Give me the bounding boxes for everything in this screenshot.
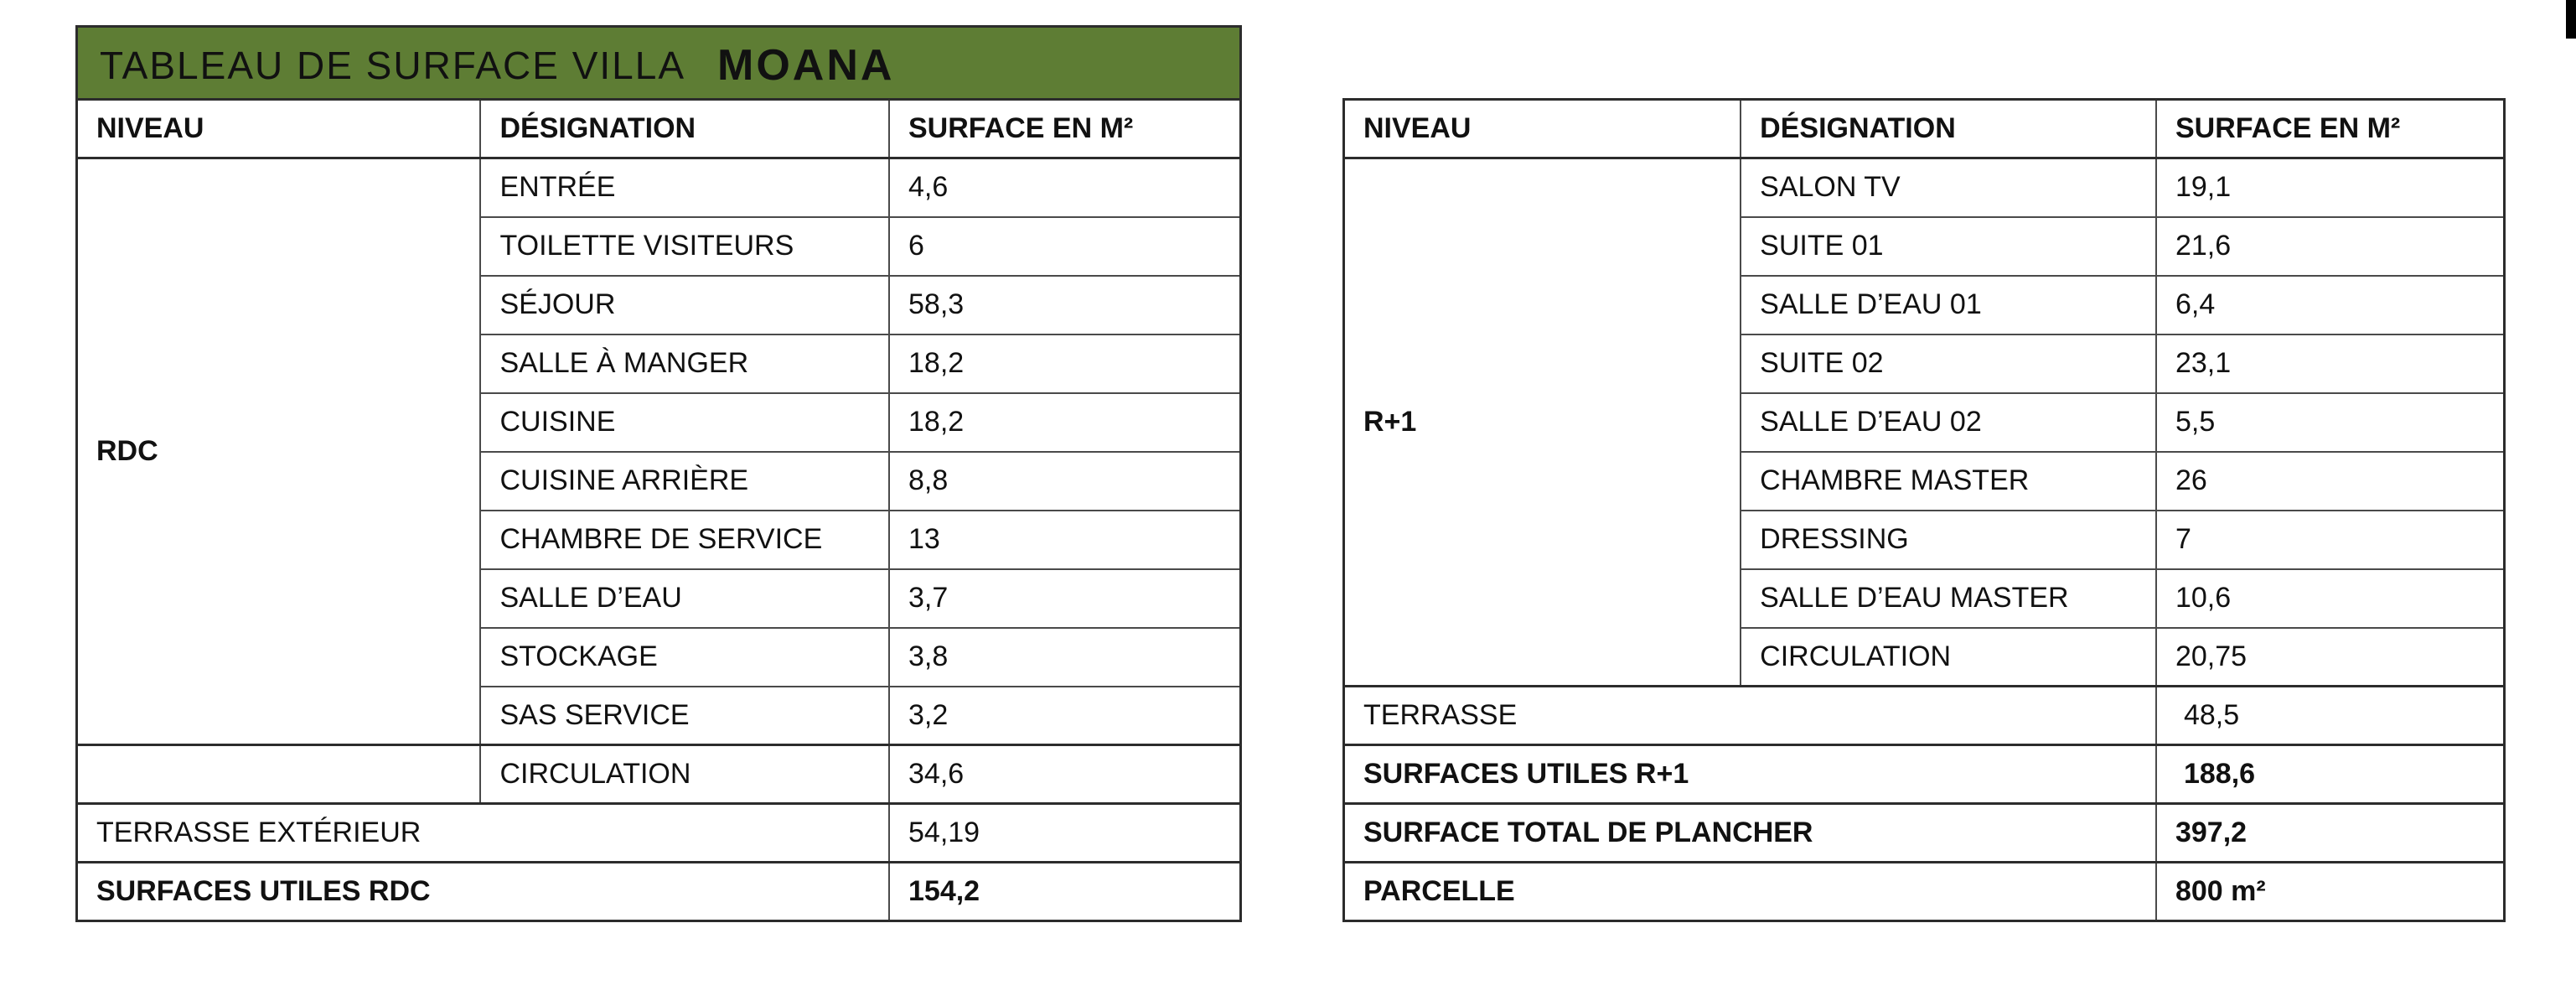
surface-cell: 48,5 xyxy=(2156,687,2505,745)
designation-cell: CIRCULATION xyxy=(480,745,889,804)
column-header-designation: DÉSIGNATION xyxy=(1741,100,2156,158)
designation-cell: SALLE D’EAU 02 xyxy=(1741,393,2156,452)
surface-cell: 6 xyxy=(889,217,1241,276)
surface-cell: 34,6 xyxy=(889,745,1241,804)
designation-cell: CUISINE xyxy=(480,393,889,452)
terrace-row xyxy=(77,804,1241,863)
total-row-rdc xyxy=(77,863,1241,921)
designation-cell: DRESSING xyxy=(1741,511,2156,569)
surface-cell: 5,5 xyxy=(2156,393,2505,452)
designation-cell: CHAMBRE DE SERVICE xyxy=(480,511,889,569)
surface-cell: 3,7 xyxy=(889,569,1241,628)
designation-cell: SALON TV xyxy=(1741,158,2156,217)
total-row-plancher xyxy=(1344,804,2505,863)
table-row xyxy=(77,158,1241,217)
level-cell-empty xyxy=(77,745,481,804)
surface-cell: 54,19 xyxy=(889,804,1241,863)
surface-cell: 7 xyxy=(2156,511,2505,569)
page-title: TABLEAU DE SURFACE VILLA xyxy=(100,44,686,87)
surface-cell: 3,2 xyxy=(889,687,1241,745)
surface-cell: 19,1 xyxy=(2156,158,2505,217)
surface-cell: 3,8 xyxy=(889,628,1241,687)
title-bar xyxy=(75,25,1242,98)
table-row xyxy=(1344,158,2505,217)
designation-cell: TOILETTE VISITEURS xyxy=(480,217,889,276)
designation-cell: SUITE 01 xyxy=(1741,217,2156,276)
surface-cell: 8,8 xyxy=(889,452,1241,511)
designation-cell: SÉJOUR xyxy=(480,276,889,334)
terrace-row xyxy=(1344,687,2505,745)
designation-cell: CUISINE ARRIÈRE xyxy=(480,452,889,511)
row-label-cell: PARCELLE xyxy=(1344,863,2156,921)
surface-cell: 397,2 xyxy=(2156,804,2505,863)
rdc-surface-table xyxy=(75,98,1242,922)
surface-cell: 154,2 xyxy=(889,863,1241,921)
designation-cell: SALLE D’EAU xyxy=(480,569,889,628)
column-header-surface: SURFACE EN M² xyxy=(2156,100,2505,158)
column-header-niveau: NIVEAU xyxy=(1344,100,1741,158)
level-cell-r1: R+1 xyxy=(1344,158,1741,687)
row-label-cell: SURFACES UTILES RDC xyxy=(77,863,890,921)
surface-cell: 13 xyxy=(889,511,1241,569)
surface-cell: 4,6 xyxy=(889,158,1241,217)
screen-corner-artifact xyxy=(2566,0,2576,39)
r1-panel xyxy=(1342,98,2506,922)
r1-surface-table xyxy=(1342,98,2506,922)
villa-name: MOANA xyxy=(717,41,895,90)
row-label-cell: TERRASSE EXTÉRIEUR xyxy=(77,804,890,863)
level-cell-rdc: RDC xyxy=(77,158,481,745)
surface-cell: 18,2 xyxy=(889,393,1241,452)
row-label-cell: TERRASSE xyxy=(1344,687,2156,745)
designation-cell: SALLE À MANGER xyxy=(480,334,889,393)
designation-cell: SALLE D’EAU 01 xyxy=(1741,276,2156,334)
surface-cell: 6,4 xyxy=(2156,276,2505,334)
surface-cell: 58,3 xyxy=(889,276,1241,334)
header-row xyxy=(77,100,1241,158)
designation-cell: CHAMBRE MASTER xyxy=(1741,452,2156,511)
designation-cell: ENTRÉE xyxy=(480,158,889,217)
surface-cell: 10,6 xyxy=(2156,569,2505,628)
total-row-r1 xyxy=(1344,745,2505,804)
row-label-cell: SURFACES UTILES R+1 xyxy=(1344,745,2156,804)
header-row xyxy=(1344,100,2505,158)
surface-cell: 21,6 xyxy=(2156,217,2505,276)
designation-cell: CIRCULATION xyxy=(1741,628,2156,687)
circulation-row xyxy=(77,745,1241,804)
column-header-surface: SURFACE EN M² xyxy=(889,100,1241,158)
designation-cell: SALLE D’EAU MASTER xyxy=(1741,569,2156,628)
designation-cell: STOCKAGE xyxy=(480,628,889,687)
surface-cell: 800 m² xyxy=(2156,863,2505,921)
surface-cell: 18,2 xyxy=(889,334,1241,393)
column-header-designation: DÉSIGNATION xyxy=(480,100,889,158)
rdc-panel xyxy=(75,25,1242,922)
surface-cell: 188,6 xyxy=(2156,745,2505,804)
total-row-parcelle xyxy=(1344,863,2505,921)
column-header-niveau: NIVEAU xyxy=(77,100,481,158)
row-label-cell: SURFACE TOTAL DE PLANCHER xyxy=(1344,804,2156,863)
surface-cell: 23,1 xyxy=(2156,334,2505,393)
surface-cell: 26 xyxy=(2156,452,2505,511)
surface-cell: 20,75 xyxy=(2156,628,2505,687)
designation-cell: SAS SERVICE xyxy=(480,687,889,745)
designation-cell: SUITE 02 xyxy=(1741,334,2156,393)
